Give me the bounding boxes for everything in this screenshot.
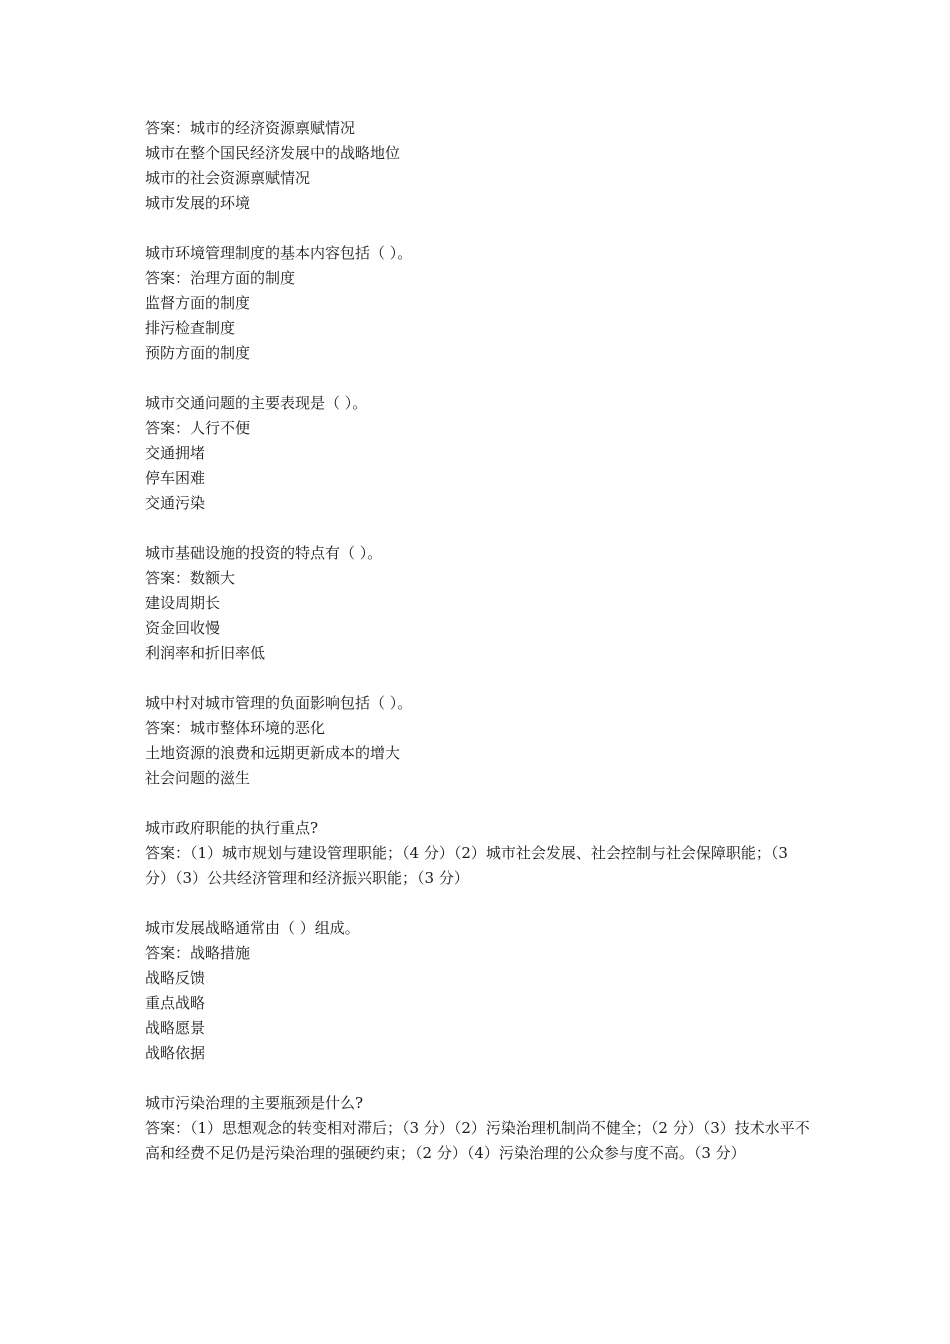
option-line: 城市发展的环境 (145, 194, 251, 212)
qa-block-4 (145, 541, 810, 666)
option-line: 利润率和折旧率低 (145, 644, 266, 662)
qa-block-5 (145, 691, 810, 791)
qa-block-3 (145, 391, 810, 516)
option-line: 监督方面的制度 (145, 294, 251, 312)
qa-block-6 (145, 816, 810, 891)
option-line: 土地资源的浪费和远期更新成本的增大 (145, 744, 401, 762)
question-line: 城中村对城市管理的负面影响包括（ ）。 (145, 694, 413, 712)
option-line: 排污检查制度 (145, 319, 236, 337)
question-line: 城市政府职能的执行重点? (145, 819, 319, 837)
question-line: 城市交通问题的主要表现是（ ）。 (145, 394, 368, 412)
document-page (145, 116, 810, 1191)
qa-block-8 (145, 1091, 810, 1166)
option-line: 重点战略 (145, 994, 206, 1012)
option-line: 战略依据 (145, 1044, 206, 1062)
question-line: 城市发展战略通常由（ ）组成。 (145, 919, 360, 937)
answer-paragraph: 答案：（1）城市规划与建设管理职能；（4 分）（2）城市社会发展、社会控制与社会保障职能；（3 分）（3）公共经济管理和经济振兴职能；（3 分） (145, 844, 788, 887)
option-line: 城市在整个国民经济发展中的战略地位 (145, 144, 401, 162)
option-line: 资金回收慢 (145, 619, 221, 637)
question-line: 城市环境管理制度的基本内容包括（ ）。 (145, 244, 413, 262)
option-line: 预防方面的制度 (145, 344, 251, 362)
answer-line: 答案：城市整体环境的恶化 (145, 719, 326, 737)
answer-paragraph: 答案：（1）思想观念的转变相对滞后；（3 分）（2）污染治理机制尚不健全；（2 分）（3）技术水平不高和经费不足仍是污染治理的强硬约束；（2 分）（4）污染治理的公众参与度不高。（3 分） (145, 1119, 810, 1162)
qa-block-7 (145, 916, 810, 1066)
question-line: 城市基础设施的投资的特点有（ ）。 (145, 544, 383, 562)
answer-line: 答案：治理方面的制度 (145, 269, 296, 287)
qa-block-1 (145, 116, 810, 216)
answer-line: 答案：战略措施 (145, 944, 251, 962)
option-line: 城市的社会资源禀赋情况 (145, 169, 311, 187)
option-line: 停车困难 (145, 469, 206, 487)
option-line: 交通拥堵 (145, 444, 206, 462)
option-line: 战略反馈 (145, 969, 206, 987)
question-line: 城市污染治理的主要瓶颈是什么? (145, 1094, 364, 1112)
option-line: 战略愿景 (145, 1019, 206, 1037)
qa-block-2 (145, 241, 810, 366)
option-line: 社会问题的滋生 (145, 769, 251, 787)
answer-line: 答案：数额大 (145, 569, 236, 587)
option-line: 建设周期长 (145, 594, 221, 612)
answer-line: 答案：城市的经济资源禀赋情况 (145, 119, 356, 137)
answer-line: 答案：人行不便 (145, 419, 251, 437)
option-line: 交通污染 (145, 494, 206, 512)
